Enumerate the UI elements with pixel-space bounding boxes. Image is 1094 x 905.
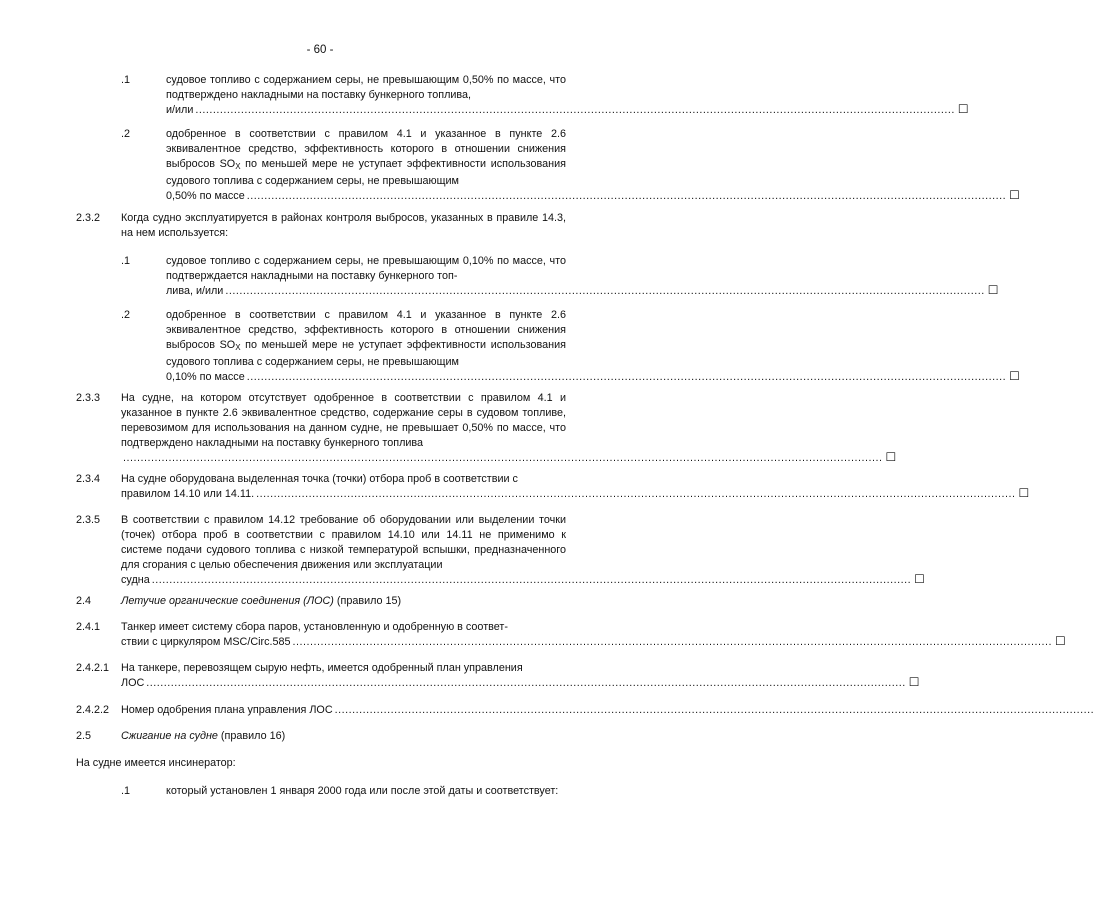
checkbox[interactable]: ☐ bbox=[908, 675, 920, 689]
section-2-3-3 bbox=[121, 391, 897, 466]
dot-leader: ......................................................................................................................................................................................................................... bbox=[195, 104, 955, 116]
incinerator-item-1-text: который установлен 1 января 2000 года или после этой даты и соответствует: bbox=[166, 785, 559, 797]
section-number-2-3-2: 2.3.2 bbox=[76, 212, 101, 224]
checkbox[interactable]: ☐ bbox=[987, 283, 999, 297]
section-2-3-4 bbox=[121, 472, 1030, 502]
dot-leader: ......................................................................................................................................................................................................................... bbox=[246, 371, 1007, 383]
item-text-line: судовое топливо с содержанием серы, не превышающим 0,10% по массе, что подтверждается накладными на поставку бункерного топ- bbox=[166, 255, 566, 282]
checkbox[interactable]: ☐ bbox=[1009, 188, 1020, 202]
item-text-line: судовое топливо с содержанием серы, не превышающим 0,50% по массе, что подтверждено накладными на поставку бункерного топлива, bbox=[166, 74, 566, 101]
section-2-4-2-2 bbox=[121, 703, 1094, 718]
section-2-5-heading bbox=[121, 729, 566, 744]
item-last-line bbox=[121, 450, 897, 466]
section-number-2-4-1: 2.4.1 bbox=[76, 621, 101, 633]
approval-number-field[interactable]: ......................................................................................................................................................................................................................... bbox=[334, 704, 1094, 716]
item-last-line: 0,10% по массе ......................................................................................................................................................................................................................... ☐ bbox=[166, 369, 1020, 383]
item-text: одобренное в соответствии с правилом 4.1 и указанное в пункте 2.6 эквивалентное средство, эффективность которого в отношении снижения выбросов $SO_X$ по меньшей мере не уступает эффективности использования судового топлива с содержанием серы, не превышающим bbox=[166, 128, 566, 187]
section-2-4-2-1-text: На танкере, перевозящем сырую нефть, имеется одобренный план управления bbox=[121, 662, 523, 674]
dot-leader: ......................................................................................................................................................................................................................... bbox=[246, 190, 1007, 202]
section-2-4-2-1 bbox=[121, 661, 920, 691]
dot-leader: ......................................................................................................................................................................................................................... bbox=[225, 285, 985, 297]
item-text: одобренное в соответствии с правилом 4.1 и указанное в пункте 2.6 эквивалентное средство, эффективность которого в отношении снижения выбросов $SO_X$ по меньшей мере не уступает эффективности использования судового топлива с содержанием серы, не превышающим bbox=[166, 309, 566, 368]
dot-leader: ......................................................................................................................................................................................................................... bbox=[151, 574, 912, 586]
item-number: .1 bbox=[121, 785, 131, 797]
item-last-line: 0,50% по массе ......................................................................................................................................................................................................................... ☐ bbox=[166, 188, 1020, 202]
item-number: .2 bbox=[121, 128, 131, 140]
section-2-3-5 bbox=[121, 513, 925, 588]
item-number: .1 bbox=[121, 74, 131, 86]
section-2-4-rule: (правило 15) bbox=[333, 595, 402, 607]
section-2-3-2-text: Когда судно эксплуатируется в районах контроля выбросов, указанных в правиле 14.3, на нем используется: bbox=[121, 212, 566, 239]
section-number-2-4-2-2: 2.4.2.2 bbox=[76, 704, 110, 716]
section-2-5-title: Сжигание на судне bbox=[121, 730, 218, 742]
section-number-2-4: 2.4 bbox=[76, 595, 92, 607]
item-last-line: ЛОС ......................................................................................................................................................................................................................... ☐ bbox=[121, 675, 920, 689]
checkbox[interactable]: ☐ bbox=[1055, 634, 1066, 648]
checkbox[interactable]: ☐ bbox=[885, 450, 897, 464]
item-last-line: лива, и/или ......................................................................................................................................................................................................................... ☐ bbox=[166, 283, 999, 297]
approval-number-line bbox=[121, 703, 1094, 718]
checkbox[interactable]: ☐ bbox=[914, 572, 925, 586]
item-0-10-equivalent bbox=[166, 308, 1020, 385]
item-last-line: судна ......................................................................................................................................................................................................................... ☐ bbox=[121, 572, 925, 586]
checkbox[interactable]: ☐ bbox=[1018, 486, 1030, 500]
item-number: .1 bbox=[121, 255, 131, 267]
section-number-2-3-3: 2.3.3 bbox=[76, 392, 101, 404]
dot-leader: ......................................................................................................................................................................................................................... bbox=[146, 677, 906, 689]
section-2-3-3-text: На судне, на котором отсутствует одобренное в соответствии с правилом 4.1 и указанное в пункте 2.6 эквивалентное средство, содержание серы в судовом топливе, перевозимом для использования на данном судне, не превышает 0,50% по массе, что подтверждено накладными на поставку бункерного топлива bbox=[121, 392, 566, 449]
section-2-4-heading bbox=[121, 594, 566, 609]
item-0-50-equivalent bbox=[166, 127, 1020, 204]
section-2-4-1-text: Танкер имеет систему сбора паров, установленную и одобренную в соответ- bbox=[121, 621, 508, 633]
dot-leader: ......................................................................................................................................................................................................................... bbox=[292, 636, 1052, 648]
item-0-50-fuel bbox=[166, 73, 969, 118]
section-2-3-5-text: В соответствии с правилом 14.12 требование об оборудовании или выделении точки (точек) отбора проб в соответствии с правилом 14.10 или 14.11 не применимо к системе подачи судового топлива с низкой температурой вспышки, предназначенного для сгорания с целью обеспечения движения или эксплуатации bbox=[121, 514, 566, 571]
item-last-line: ствии с циркуляром MSC/Circ.585 ......................................................................................................................................................................................................................... ☐ bbox=[121, 634, 1066, 648]
page-number: - 60 - bbox=[306, 44, 334, 56]
dot-leader: ......................................................................................................................................................................................................................... bbox=[256, 488, 1016, 500]
checkbox[interactable]: ☐ bbox=[957, 102, 969, 116]
section-2-3-4-text: На судне оборудована выделенная точка (точки) отбора проб в соответствии с bbox=[121, 473, 518, 485]
item-last-line: правилом 14.10 или 14.11. ......................................................................................................................................................................................................................... ☐ bbox=[121, 486, 1030, 500]
item-number: .2 bbox=[121, 309, 131, 321]
section-number-2-4-2-1: 2.4.2.1 bbox=[76, 662, 110, 674]
item-last-line: и/или ......................................................................................................................................................................................................................... ☐ bbox=[166, 102, 969, 116]
section-2-4-title: Летучие органические соединения (ЛОС) bbox=[121, 595, 334, 607]
incinerator-intro: На судне имеется инсинератор: bbox=[76, 757, 236, 769]
section-number-2-3-4: 2.3.4 bbox=[76, 473, 101, 485]
section-2-4-1 bbox=[121, 620, 1066, 650]
section-number-2-3-5: 2.3.5 bbox=[76, 514, 101, 526]
section-2-4-2-2-text: Номер одобрения плана управления ЛОС bbox=[121, 704, 333, 716]
checkbox[interactable]: ☐ bbox=[1009, 369, 1020, 383]
dot-leader: ......................................................................................................................................................................................................................... bbox=[123, 452, 883, 464]
section-2-5-rule: (правило 16) bbox=[217, 730, 286, 742]
section-number-2-5: 2.5 bbox=[76, 730, 92, 742]
item-0-10-fuel bbox=[166, 254, 999, 299]
